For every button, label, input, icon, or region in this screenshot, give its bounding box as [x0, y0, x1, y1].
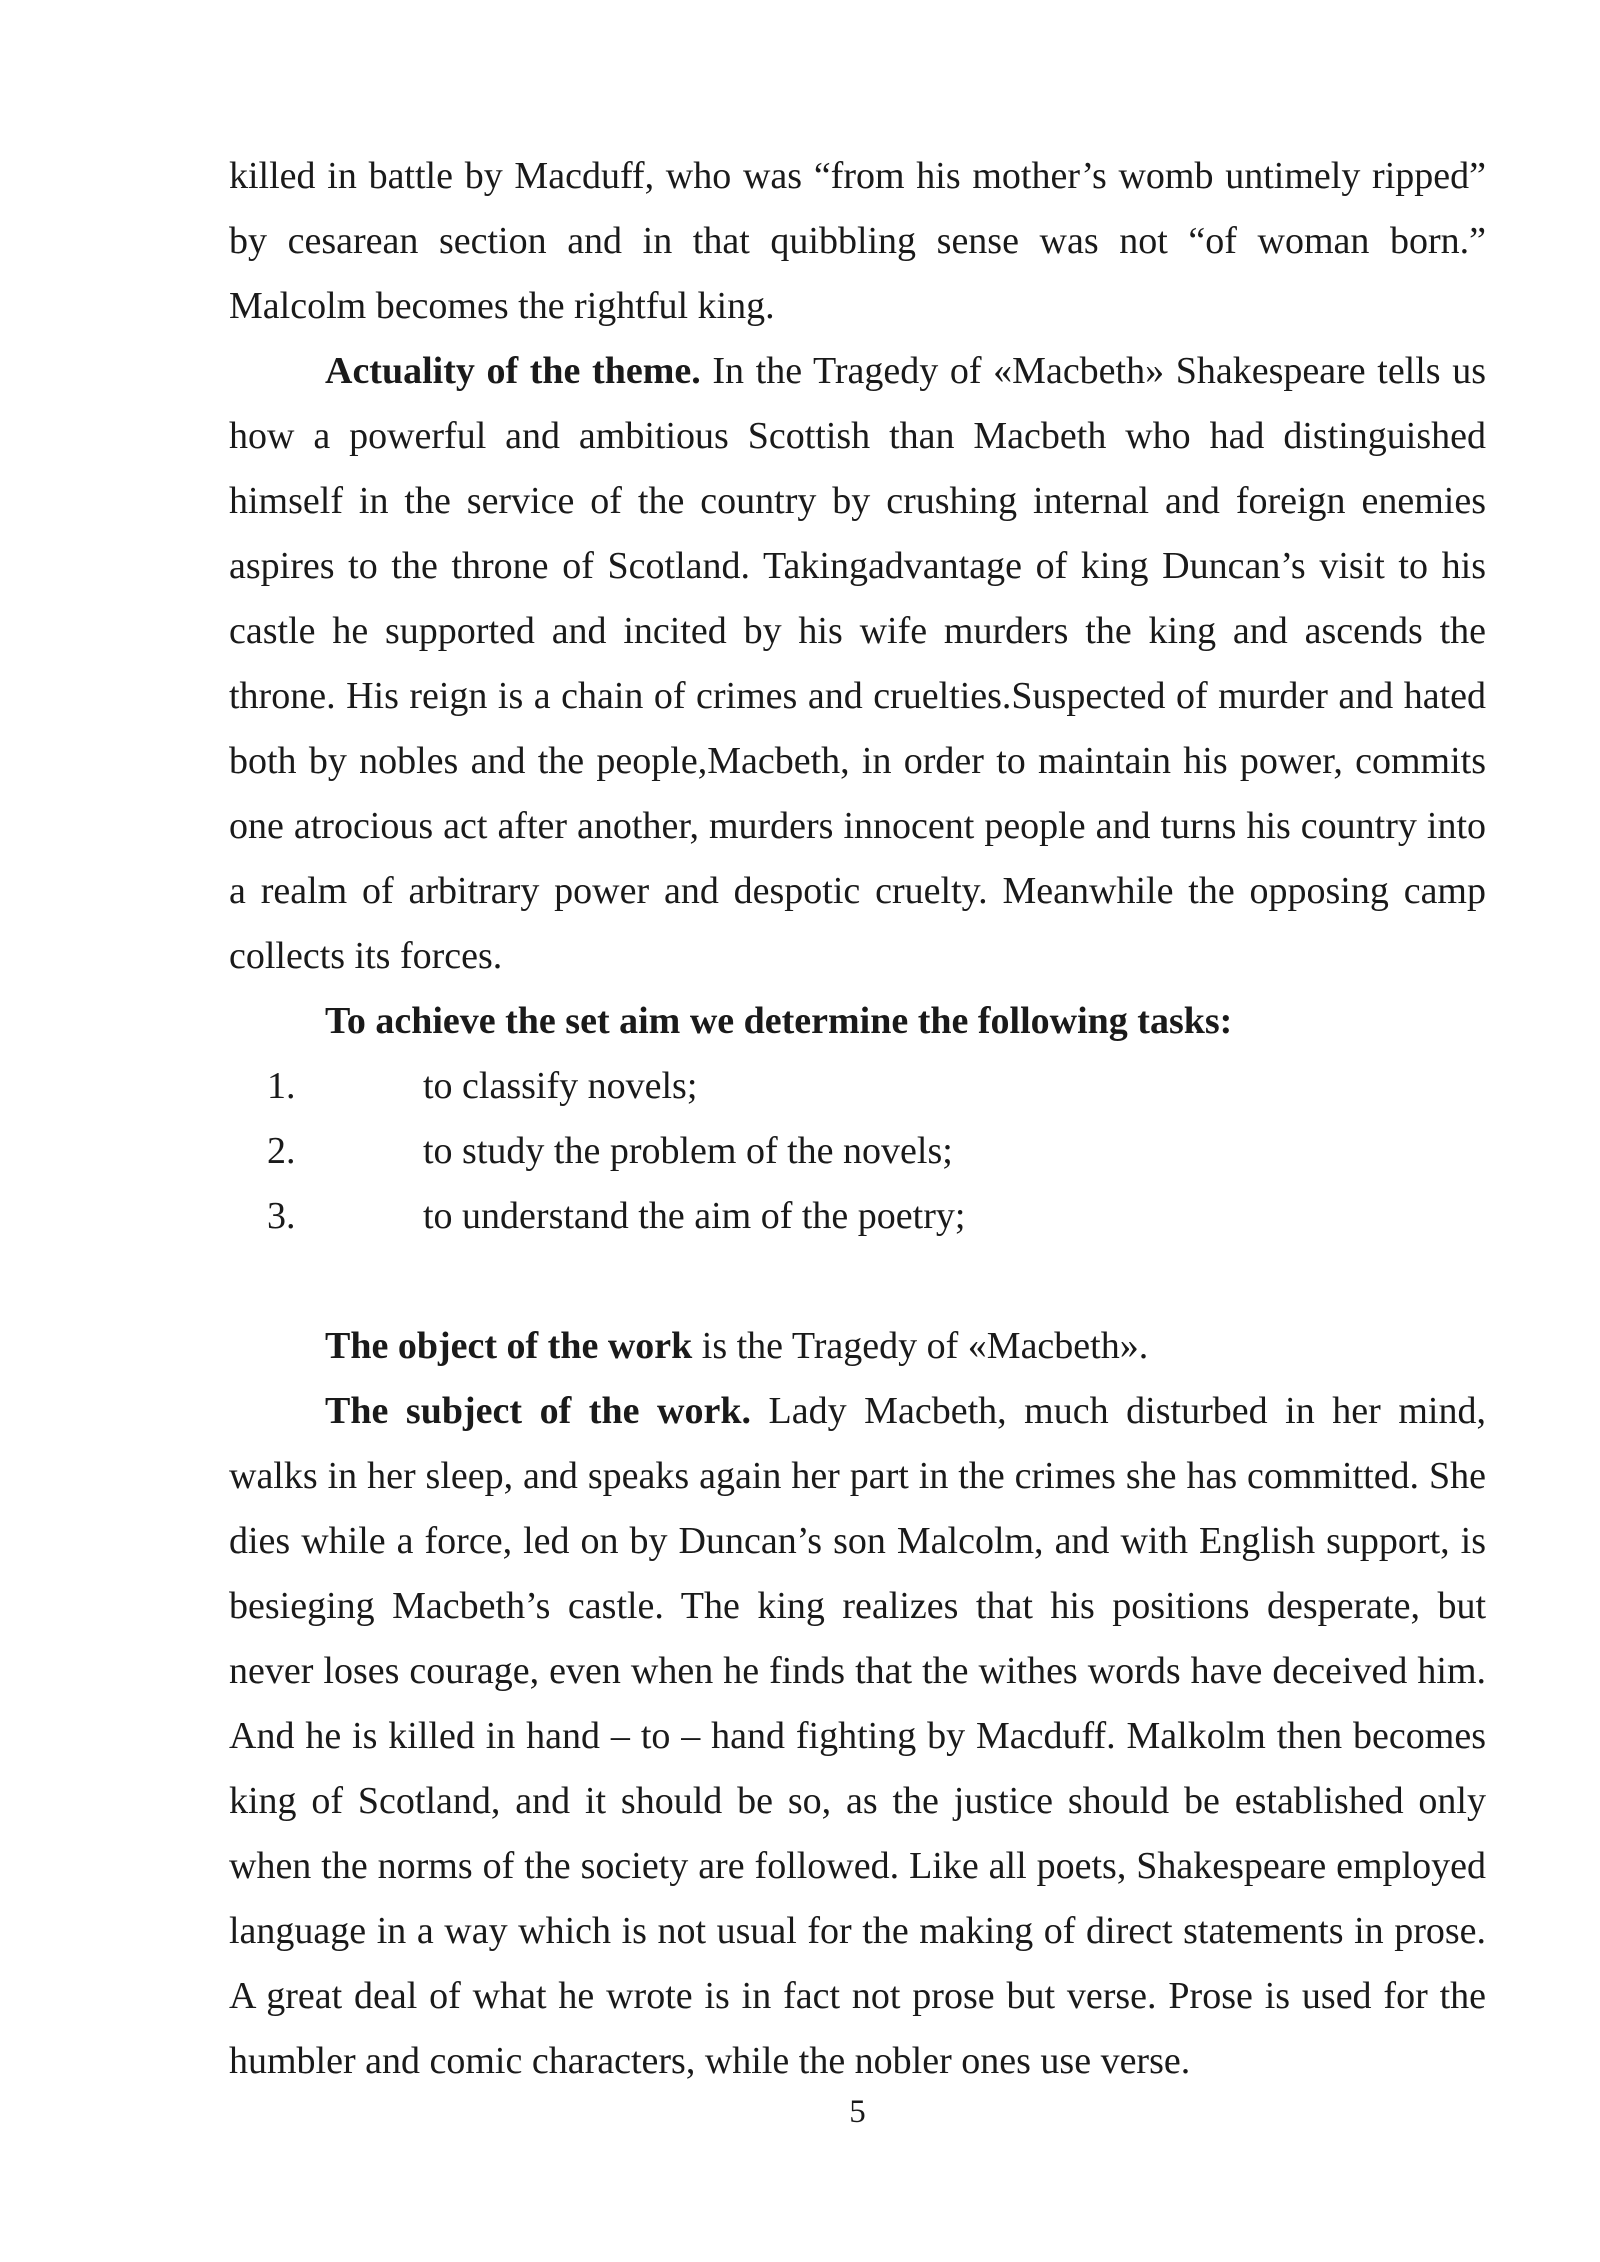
list-item-number: 1.: [267, 1065, 296, 1107]
text-block-upper: [229, 144, 1486, 1249]
tasks-heading: To achieve the set aim we determine the following tasks:: [325, 1000, 1233, 1042]
object-text: is the Tragedy of «Macbeth».: [692, 1325, 1149, 1367]
paragraph-object: [229, 1314, 1486, 1379]
subject-heading: The subject of the work.: [325, 1390, 751, 1432]
paragraph-subject: [229, 1379, 1486, 2094]
list-item-number: 3.: [267, 1195, 296, 1237]
text-block-lower: [229, 1314, 1486, 2094]
actuality-text: In the Tragedy of «Macbeth» Shakespeare tells us how a powerful and ambitious Scottish than Macbeth who had distinguished himself in the service of the country by crushing internal and foreign enemies aspires to the throne of Scotland. Takingadvantage of king Duncan’s visit to his castle he supported and incited by his wife murders the king and ascends the throne. His reign is a chain of crimes and cruelties.Suspected of murder and hated both by nobles and the people,Macbeth, in order to maintain his power, commits one atrocious act after another, murders innocent people and turns his country into a realm of arbitrary power and despotic cruelty. Meanwhile the opposing camp collects its forces.: [229, 350, 1486, 977]
object-heading: The object of the work: [325, 1325, 693, 1367]
subject-text: Lady Macbeth, much disturbed in her mind, walks in her sleep, and speaks again her part in the crimes she has committed. She dies while a force, led on by Duncan’s son Malcolm, and with English support, is besieging Macbeth’s castle. The king realizes that his positions desperate, but never loses courage, even when he finds that the withes words have deceived him. And he is killed in hand – to – hand fighting by Macduff. Malkolm then becomes king of Scotland, and it should be so, as the justice should be established only when the norms of the society are followed. Like all poets, Shakespeare employed language in a way which is not usual for the making of direct statements in prose. A great deal of what he wrote is in fact not prose but verse. Prose is used for the humbler and comic characters, while the nobler ones use verse.: [229, 1390, 1486, 2082]
list-item: [229, 1119, 1486, 1184]
list-item: [229, 1054, 1486, 1119]
list-item: [229, 1184, 1486, 1249]
page-number: 5: [849, 2094, 866, 2130]
list-item-text: to study the problem of the novels;: [423, 1130, 953, 1172]
paragraph-actuality: [229, 339, 1486, 989]
tasks-list: [229, 1054, 1486, 1249]
paragraph-intro: killed in battle by Macduff, who was “from his mother’s womb untimely ripped” by cesarean section and in that quibbling sense was not “of woman born.” Malcolm becomes the rightful king.: [229, 155, 1486, 327]
list-item-number: 2.: [267, 1130, 296, 1172]
list-item-text: to understand the aim of the poetry;: [423, 1195, 966, 1237]
actuality-heading: Actuality of the theme.: [325, 350, 701, 392]
list-item-text: to classify novels;: [423, 1065, 698, 1107]
